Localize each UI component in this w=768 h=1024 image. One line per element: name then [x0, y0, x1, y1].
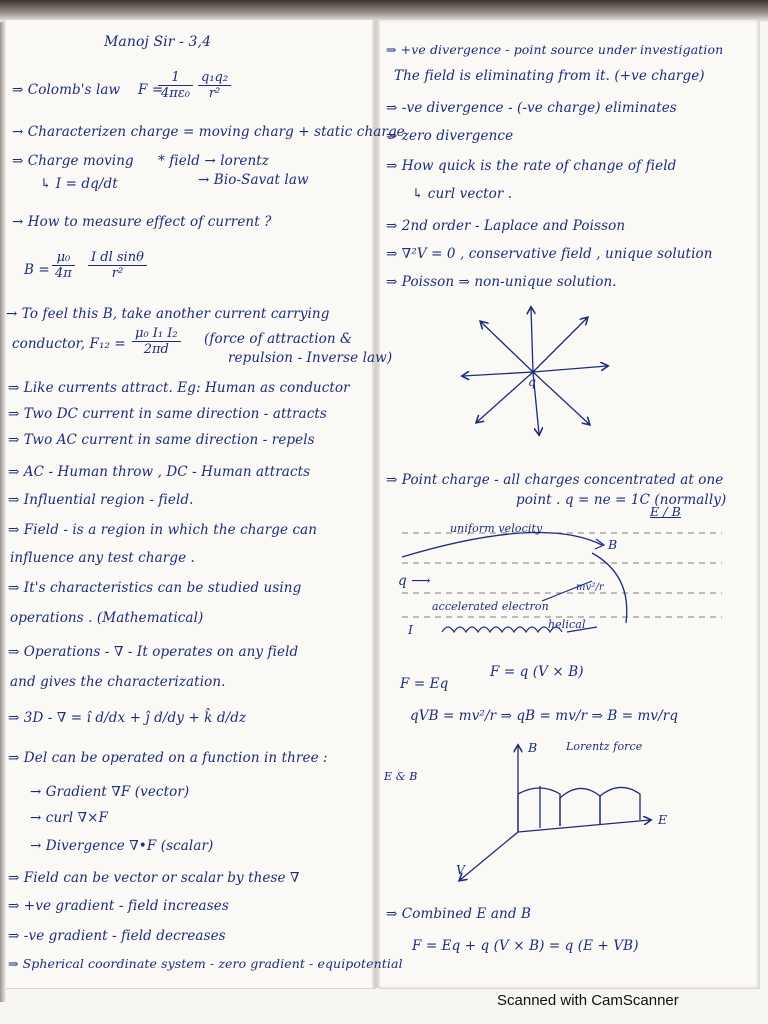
field-lorentz-line: * field → lorentz	[158, 153, 270, 169]
ac-current-line: ⇒ Two AC current in same direction - repels	[8, 432, 315, 448]
combined-eb-line: ⇒ Combined E and B	[386, 906, 531, 922]
dc-current-line: ⇒ Two DC current in same direction - attracts	[8, 406, 327, 422]
point-charge-line-2: point . q = ne = 1C (normally)	[516, 492, 727, 508]
characterization-line: and gives the characterization.	[10, 674, 226, 690]
field-vector-scalar-line: ⇒ Field can be vector or scalar by these ∇	[8, 870, 300, 886]
coulomb-frac-1: $\frac{1}{\text{4πε₀}}$	[158, 70, 193, 101]
charge-q-label: q	[528, 374, 537, 389]
del-operations-line: ⇒ Del can be operated on a function in three :	[8, 750, 328, 766]
combined-force-eq: F = Eq + q (V × B) = q (E + VB)	[412, 938, 639, 954]
field-definition-line: ⇒ Field - is a region in which the charge can	[8, 522, 318, 538]
del-3d-line: ⇒ 3D - ∇ = î d/dx + ĵ d/dy + k̂ d/dz	[8, 710, 247, 726]
camscanner-watermark: Scanned with CamScanner	[497, 992, 679, 1009]
ac-dc-human-line: ⇒ AC - Human throw , DC - Human attracts	[8, 464, 311, 480]
gradient-item: → Gradient ∇F (vector)	[30, 784, 190, 800]
current-i-label: I	[408, 622, 414, 637]
b-frac-2: $\frac{\text{I dl sinθ}}{\text{r²}}$	[88, 250, 147, 281]
motion-in-field-diagram	[392, 515, 732, 655]
operations-line: operations . (Mathematical)	[10, 610, 204, 626]
b-eq: B =	[24, 262, 50, 278]
conductor-force-frac: $\frac{\text{μ₀ I₁ I₂}}{2\pi d}$	[132, 326, 181, 357]
curl-item: → curl ∇×F	[30, 810, 109, 826]
negative-divergence-line: ⇒ -ve divergence - (-ve charge) eliminates	[386, 100, 677, 116]
repulsion-note: repulsion - Inverse law)	[228, 350, 393, 366]
v-axis-label: V	[456, 862, 466, 877]
poisson-line: ⇒ Poisson ⇒ non-unique solution.	[386, 274, 617, 290]
like-currents-line: ⇒ Like currents attract. Eg: Human as conductor	[8, 380, 350, 396]
second-order-line: ⇒ 2nd order - Laplace and Poisson	[386, 218, 626, 234]
e-and-b-axis-label: E & B	[384, 770, 418, 783]
characteristics-line: ⇒ It's characteristics can be studied using	[8, 580, 302, 596]
force-electric-eq: F = Eq	[400, 676, 449, 692]
b-path-label: B	[608, 537, 618, 552]
field-eliminating-line: The field is eliminating from it. (+ve charge)	[394, 68, 705, 84]
rate-of-change-line: ⇒ How quick is the rate of change of field	[386, 158, 677, 174]
current-definition: ↳ I = dq/dt	[40, 176, 118, 192]
coulomb-frac-2: $\frac{\text{q₁q₂}}{\text{r²}}$	[198, 70, 231, 101]
positive-divergence-line: ⇒ +ve divergence - point source under investigation	[386, 42, 724, 57]
lorentz-force-diagram	[400, 740, 680, 900]
scan-top-shadow	[0, 0, 768, 22]
point-charge-field-diagram	[455, 300, 615, 440]
negative-gradient-line: ⇒ -ve gradient - field decreases	[8, 928, 226, 944]
radius-derivation-eq: qVB = mv²/r ⇒ qB = mv/r ⇒ B = mv/rq	[410, 708, 679, 724]
eb-label: E / B	[650, 504, 681, 519]
uniform-velocity-label: uniform velocity	[450, 522, 543, 535]
charge-moving-line: ⇒ Charge moving	[12, 153, 134, 169]
b-frac-1: $\frac{\text{μ₀}}{4\pi}$	[52, 250, 75, 281]
force-magnetic-eq: F = q (V × B)	[490, 664, 584, 680]
zero-divergence-line: ⇒ zero divergence	[386, 128, 514, 144]
bio-savart-line: → Bio-Savat law	[198, 172, 309, 188]
spherical-coordinate-line: ⇒ Spherical coordinate system - zero gradient - equipotential	[8, 956, 403, 971]
point-charge-line: ⇒ Point charge - all charges concentrated at one	[386, 472, 724, 488]
feel-b-line: → To feel this B, take another current carrying	[6, 306, 330, 322]
test-charge-line: influence any test charge .	[10, 550, 195, 566]
accelerated-electron-label: accelerated electron	[432, 600, 549, 613]
b-axis-label: B	[528, 740, 538, 755]
notebook-spine	[372, 20, 380, 988]
conductor-line: conductor, F₁₂ =	[12, 336, 126, 352]
influential-region-line: ⇒ Influential region - field.	[8, 492, 194, 508]
coulomb-label: ⇒ Colomb's law	[12, 82, 121, 98]
helical-label: helical	[548, 618, 586, 631]
coulomb-eq: F =	[138, 82, 164, 98]
centripetal-label: mv²/r	[576, 582, 604, 593]
curl-vector-line: ↳ curl vector .	[412, 186, 513, 202]
characterize-charge-line: → Characterizen charge = moving charg + static charge	[12, 124, 405, 140]
e-axis-label: E	[658, 812, 668, 827]
page-title: Manoj Sir - 3,4	[104, 34, 212, 50]
operations-del-line: ⇒ Operations - ∇ - It operates on any field	[8, 644, 299, 660]
force-attraction-note: (force of attraction &	[204, 331, 353, 347]
positive-gradient-line: ⇒ +ve gradient - field increases	[8, 898, 229, 914]
q-arrow-label: q ⟶	[398, 573, 431, 589]
laplace-line: ⇒ ∇²V = 0 , conservative field , unique solution	[386, 246, 713, 262]
divergence-item: → Divergence ∇•F (scalar)	[30, 838, 214, 854]
lorentz-force-label: Lorentz force	[566, 740, 643, 753]
measure-effect-line: → How to measure effect of current ?	[12, 214, 272, 230]
